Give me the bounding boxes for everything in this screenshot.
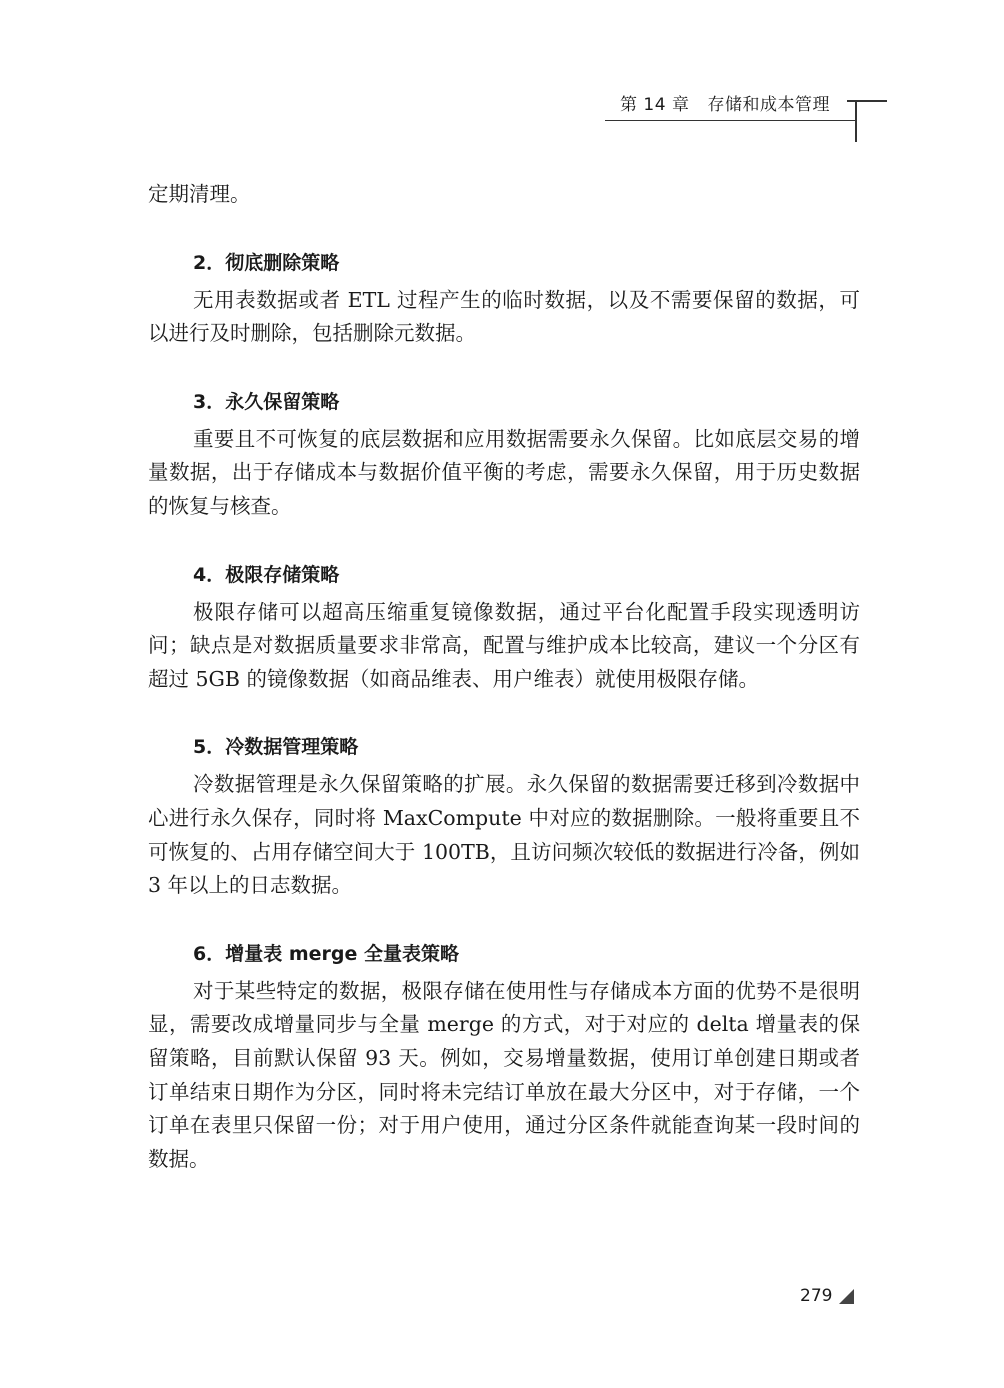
section-paragraph: 重要且不可恢复的底层数据和应用数据需要永久保留。比如底层交易的增量数据，出于存储成本与数据价值平衡的考虑，需要永久保留，用于历史数据的恢复与核查。 <box>148 426 860 518</box>
chapter-title: 存储和成本管理 <box>707 95 830 115</box>
header-rule <box>605 120 857 121</box>
section-paragraph: 极限存储可以超高压缩重复镜像数据，通过平台化配置手段实现透明访问；缺点是对数据质量要求非常高，配置与维护成本比较高，建议一个分区有超过 5GB 的镜像数据（如商品维表、用户维表）就使用极限存储。 <box>148 599 860 691</box>
section-permanent-policy <box>148 389 860 524</box>
section-heading: 2．彻底删除策略 <box>193 251 340 274</box>
running-header <box>605 78 890 148</box>
section-heading: 3．永久保留策略 <box>193 390 340 413</box>
page-number: 279 <box>800 1286 833 1306</box>
section-extreme-storage-policy <box>148 562 860 697</box>
section-paragraph: 冷数据管理是永久保留策略的扩展。永久保留的数据需要迁移到冷数据中心进行永久保存，同时将 MaxCompute 中对应的数据删除。一般将重要且不可恢复的、占用存储空间大于 100TB，且访问频次较低的数据进行冷备，例如 3 年以上的日志数据。 <box>148 772 860 898</box>
section-delete-policy <box>148 250 860 351</box>
section-heading: 5．冷数据管理策略 <box>193 736 359 759</box>
section-cold-data-policy <box>148 734 860 902</box>
section-heading: 6．增量表 merge 全量表策略 <box>193 942 459 965</box>
section-heading: 4．极限存储策略 <box>193 563 340 586</box>
section-paragraph: 对于某些特定的数据，极限存储在使用性与存储成本方面的优势不是很明显，需要改成增量同步与全量 merge 的方式，对于对应的 delta 增量表的保留策略，目前默认保留 93 天。例如，交易增量数据，使用订单创建日期或者订单结束日期作为分区，同时将未完结订单放在最大分区中，对于存储，一个订单在表里只保留一份；对于用户使用，通过分区条件就能查询某一段时间的数据。 <box>148 978 860 1171</box>
intro-paragraph: 定期清理。 <box>148 182 251 206</box>
section-merge-policy <box>148 941 860 1177</box>
header-vertical-rule <box>855 100 857 142</box>
page-footer <box>800 1284 854 1308</box>
header-corner-rule <box>847 100 887 102</box>
header-text <box>620 90 830 115</box>
page-body <box>148 178 860 1176</box>
chapter-number: 第 14 章 <box>620 95 690 115</box>
section-paragraph: 无用表数据或者 ETL 过程产生的临时数据，以及不需要保留的数据，可以进行及时删除，包括删除元数据。 <box>148 287 860 346</box>
triangle-marker-icon <box>839 1289 854 1304</box>
